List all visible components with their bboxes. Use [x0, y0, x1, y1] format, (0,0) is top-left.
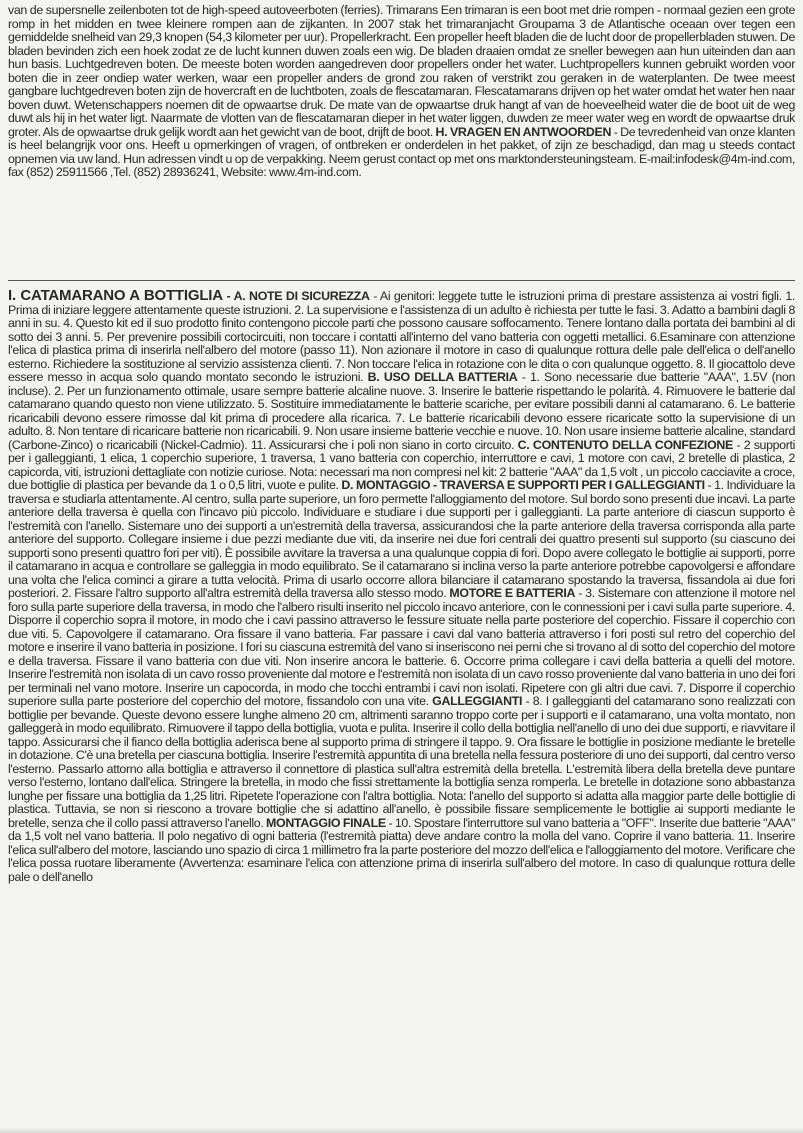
text-motore: - 3. Sistemare con attenzione il motore nel foro sulla parte superiore della traversa, in modo che l'albero risulti inserito nel piccolo incavo anteriore, con le connessioni per i cavi sulla parte superiore. 4. Disporre il coperchio sopra il motore, in modo che i cavi passino attraverso le fessure situate nella parte posteriore del coperchio. Fissare il coperchio con due viti. 5. Capovolgere il catamarano. Ora fissare il vano batteria. Far passare i cavi dal vano batteria attraverso i fori posti sul retro del coperchio del motore e inserire il vano batteria in posizione. I fori su ciascuna estremità del vano si inseriscono nei perni che si trovano al di sotto del coperchio del motore e della traversa. Fissare il vano batteria con due viti. Non inserire ancora le batterie. 6. Occorre prima collegare i cavi della batteria a quelli del motore. Inserire l'estremità non isolata di un cavo rosso proveniente dal motore e l'estremità non isolata di un cavo rosso proveniente dal vano batteria in uno dei fori per terminali nel vano motore. Inserire un capocorda, in modo che tocchi entrambi i cavi non isolati. Ripetere con gli altri due cavi. 7. Disporre il coperchio superiore sulla parte posteriore del coperchio del motore, fissandolo con una vite. [8, 586, 795, 708]
text-montaggio: - 1. Individuare la traversa e studiarla attentamente. Al centro, sulla parte superiore, un foro permette l'alloggiamento del motore. Sul bordo sono presenti due incavi. La parte anteriore della traversa è quella con l'incavo più piccolo. Individuare e studiare i due supporti per i galleggianti. La parte anteriore di ciascun supporto è l'estremità con l'anello. Sistemare uno dei supporti a un'estremità della traversa, assicurandosi che la parte anteriore della traversa corrisponda alla parte anteriore del supporto. Collegare insieme i due pezzi mediante due viti, da inserire nei due fori centrali dei quattro presenti sul supporto (su ciascuno dei supporti sono presenti quattro fori per viti). È possibile avvitare la traversa a una qualunque coppia di fori. Dopo avere collegato le bottiglie ai supporti, porre il catamarano in acqua e controllare se galleggia in modo equilibrato. Se il catamarano si inclina verso la parte anteriore potrebbe capovolgersi e affondare una volta che l'elica cominci a girare a tutta velocità. Prima di usarlo occorre allora bilanciare il catamarano spostando la traversa, fissandola ai due fori posteriori. 2. Fissare l'altro supporto all'altra estremità della traversa allo stesso modo. [8, 478, 795, 600]
section-heading-vragen: H. VRAGEN EN ANTWOORDEN [435, 124, 612, 139]
heading-galleggianti: GALLEGGIANTI [432, 694, 523, 708]
text-galleggianti: - 8. I galleggianti del catamarano sono realizzati con bottiglie per bevande. Queste devono essere lunghe almeno 20 cm, altrimenti saranno troppo corte per i supporti e il catamarano, una volta montato, non galleggerà in modo equilibrato. Rimuovere il tappo della bottiglia, vuota e pulita. Inserire il collo della bottiglia nell'anello di uno dei due supporti, e riavvitare il tappo. Assicurarsi che il fianco della bottiglia aderisca bene al supporto prima di stringere il tappo. 9. Ora fissare le bottiglie in posizione mediante le bretelle in dotazione. C'è una bretella per ciascuna bottiglia. Inserire l'estremità appuntita di una bretella nella fessura posteriore di uno dei supporti, dal centro verso l'esterno. Passarlo attorno alla bottiglia e attraverso il connettore di plastica sull'altra estremità della bretella. L'estremità libera della bretella deve puntare verso l'esterno, lontano dall'elica. Stringere la bretella, in modo che fissi strettamente la bottiglia senza romperla. Le bretelle in dotazione sono abbastanza lunghe per fissare una bottiglia da 1,25 litri. Ripetete l'operazione con l'altra bottiglia. Nota: l'anello del supporto si adatta alla maggior parte delle bottiglie di plastica. Tuttavia, se non si riescono a trovare bottiglie che si adattino all'anello, è possibile fissare semplicemente le bottiglie ai supporti mediante le bretelle, senza che il collo passi attraverso l'anello. [8, 694, 795, 830]
section-title-catamarano: I. CATAMARANO A BOTTIGLIA [8, 289, 223, 304]
heading-uso-batteria: B. USO DELLA BATTERIA [367, 370, 518, 384]
page-bottom-edge [0, 1127, 803, 1133]
text-montaggio-finale: - 10. Spostare l'interruttore sul vano batteria a "OFF". Inserite due batterie "AAA" da 1,5 volt nel vano batteria. Il polo negativo di ogni batteria (l'estremità piatta) deve andare contro la molla del vano. Coprire il vano batteria. 11. Inserire l'elica sull'albero del motore, lasciando uno spazio di circa 1 millimetro fra la parte posteriore del mozzo dell'elica e l'alloggiamento del motore. Verificare che l'elica possa ruotare liberamente (Avvertenza: esaminare l'elica con attenzione prima di inserirla sull'albero del motore. In caso di qualunque rottura delle pale o dell'anello [8, 815, 795, 884]
heading-note-sicurezza: - A. NOTE DI SICUREZZA [222, 289, 370, 303]
heading-contenuto: C. CONTENUTO DELLA CONFEZIONE [517, 437, 734, 452]
section-divider [8, 280, 795, 281]
text-sicurezza: - Ai genitori: leggete tutte le istruzioni prima di prestare assistenza ai vostri figli. 1. Prima di iniziare leggere attentamente queste istruzioni. 2. La supervisione e l'assistenza di un adulto è richiesta per tutte le fasi. 3. Adatto a bambini dagli 8 anni in su. 4. Questo kit ed il suo prodotto finito contengono piccole parti che possono causare soffocamento. Tenere lontano dalla portata dei bambini al di sotto dei 3 anni. 5. Per prevenire possibili cortocircuiti, non toccare i contatti all'interno del vano batteria con oggetti metallici. 6.Esaminare con attenzione l'elica di plastica prima di inserirla nell'albero del motore (passo 11). Non azionare il motore in caso di qualunque rottura delle pale dell'elica o dell'anello esterno. Richiedere la sostituzione al servizio assistenza clienti. 7. Non toccare l'elica in rotazione con le dita o con qualunque oggetto. 8. Il giocattolo deve essere messo in acqua solo quando montato secondo le istruzioni. [8, 289, 795, 384]
heading-motore-batteria: MOTORE E BATTERIA [449, 586, 576, 600]
dutch-paragraph-1: van de supersnelle zeilenboten tot de high-speed autoveerboten (ferries). Trimarans Een trimaran is een boot met drie rompen - normaal gezien een grote romp in het midden en twee kleinere rompen aan de zijkanten. In 2007 stak het trimaranjacht Groupama 3 de Atlantische oceaan over tegen een gemiddelde snelheid van 29,3 knopen (54,3 kilometer per uur). Propellerkracht. Een propeller heeft bladen die de lucht door de propellerbladen stuwen. De bladen bevinden zich een hoek zodat ze de lucht kunnen duwen zoals een wig. De bladen draaien omdat ze sneller bewegen aan hun uiteinden dan aan hun basis. Luchtgedreven boten. De meeste boten worden aangedreven door propellers onder het water. Luchtpropellers kunnen gebruikt worden voor boten die in zeer ondiep water werken, waar een propeller anders de grond zou raken of verstrikt zou geraken in de waterplanten. De twee meest gangbare luchtgedreven boten zijn de hovercraft en de luchtboten, zoals de flescatamaran. Flescatamarans drijven op het water omdat het water hen naar boven duwt. Wetenschappers noemen dit de opwaartse druk. De mate van de opwaartse druk hangt af van de hoeveelheid water die de boot uit de weg duwt als hij in het water ligt. Naarmate de vlotten van de flescatamaran dieper in het water liggen, duwden ze meer water weg en wordt de opwaartse druk groter. Als de opwaartse druk gelijk wordt aan het gewicht van de boot, drijft de boot. [8, 4, 795, 139]
heading-montaggio: D. MONTAGGIO - TRAVERSA E SUPPORTI PER I GALLEGGIANTI [341, 478, 705, 492]
italian-section [8, 289, 795, 1127]
heading-montaggio-finale: MONTAGGIO FINALE [266, 815, 386, 830]
dutch-section [8, 4, 795, 274]
text-contenuto: - 2 supporti per i galleggianti, 1 elica, 1 coperchio superiore, 1 traversa, 1 vano batteria con coperchio, interruttore e cavi, 1 motore con cavi, 2 bretelle di plastica, 2 capicorda, viti, istruzioni dettagliate con notizie curiose. Nota: necessari ma non compresi nel kit: 2 batterie "AAA" da 1,5 volt , un piccolo cacciavite a croce, due bottiglie di plastica per bevande da 1 o 0,5 litri, vuote e pulite. [8, 437, 795, 492]
text-batteria: - 1. Sono necessarie due batterie "AAA", 1.5V (non incluse). 2. Per un funzionamento ottimale, usare sempre batterie alcaline nuove. 3. Inserire le batterie rispettando le polarità. 4. Rimuovere le batterie dal catamarano quando questo non viene utilizzato. 5. Sostituire immediatamente le batterie scariche, per evitare possibili danni al catamarano. 6. Le batterie ricaricabili devono essere rimosse dal kit prima di procedere alla ricarica. 7. Le batterie ricaricabili devono essere ricaricate sotto la supervisione di un adulto. 8. Non tentare di ricaricare batterie non ricaricabili. 9. Non usare insieme batterie vecchie e nuove. 10. Non usare insieme batterie alcaline, standard (Carbone-Zinco) o ricaricabili (Nickel-Cadmio). 11. Assicurarsi che i poli non siano in corto circuito. [8, 370, 795, 452]
dutch-paragraph-2: - De tevredenheid van onze klanten is heel belangrijk voor ons. Heeft u opmerkingen of vragen, of ontbreken er onderdelen in het pakket, of zijn ze beschadigd, dan mag u steeds contact opnemen via uw land. Hun adressen vindt u op de verpakking. Neem gerust contact op met ons marktondersteuningsteam. E-mail:infodesk@4m-ind.com, fax (852) 25911566 ,Tel. (852) 28936241, Website: www.4m-ind.com. [8, 124, 795, 179]
